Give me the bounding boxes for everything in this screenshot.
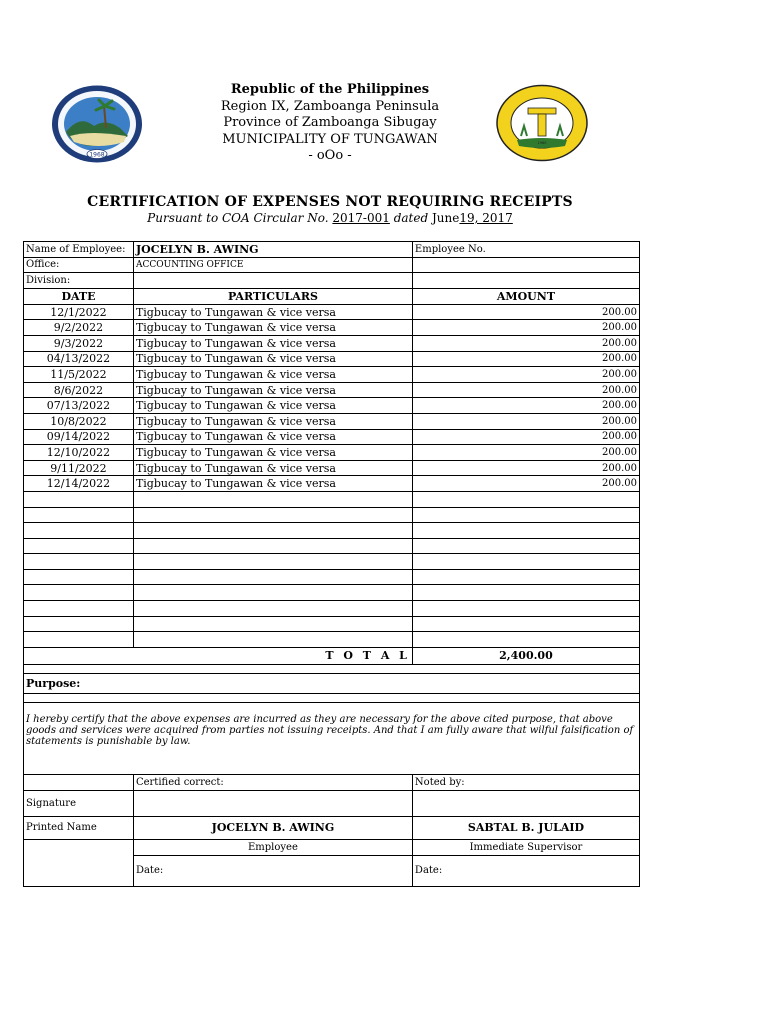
employee-printed-name: JOCELYN B. AWING (133, 816, 412, 839)
employee-no-value (412, 257, 639, 273)
expense-date: 10/8/2022 (24, 413, 134, 429)
blank-expense-row (24, 538, 640, 554)
blank-cell (133, 585, 412, 601)
employee-signature-cell (133, 790, 412, 816)
noted-by-label: Noted by: (412, 774, 639, 790)
expense-date: 9/2/2022 (24, 320, 134, 336)
role-row (24, 839, 640, 855)
certification-text: I hereby certify that the above expenses are incurred as they are necessary for the above cited purpose, that above goods and services were acquired from parties not issuing receipts. And that I am fully aware that wilful falsification of statements is punishable by law. (24, 702, 640, 774)
division-empty-cell (412, 273, 639, 289)
blank-cell (133, 616, 412, 632)
expense-amount: 200.00 (412, 351, 639, 367)
column-header-row (24, 288, 640, 304)
subtitle-prefix: Pursuant to COA Circular No. (147, 211, 329, 225)
expense-row (24, 429, 640, 445)
division-label: Division: (24, 273, 134, 289)
spacer-cell (24, 664, 640, 673)
column-date: DATE (24, 288, 134, 304)
expense-row (24, 398, 640, 414)
expense-particulars: Tigbucay to Tungawan & vice versa (133, 382, 412, 398)
date-empty-cell (24, 855, 134, 886)
expense-amount: 200.00 (412, 429, 639, 445)
header-divider: - oOo - (308, 148, 352, 163)
division-row (24, 273, 640, 289)
expense-row (24, 351, 640, 367)
subtitle-month: June (432, 211, 460, 225)
header-province: Province of Zamboanga Sibugay (223, 115, 437, 130)
expense-particulars: Tigbucay to Tungawan & vice versa (133, 367, 412, 383)
expenses-form (23, 241, 640, 887)
expense-amount: 200.00 (412, 304, 639, 320)
office-label: Office: (24, 257, 134, 273)
expense-row (24, 382, 640, 398)
expense-particulars: Tigbucay to Tungawan & vice versa (133, 335, 412, 351)
blank-cell (24, 585, 134, 601)
blank-cell (133, 569, 412, 585)
employee-name-row (24, 242, 640, 258)
expense-particulars: Tigbucay to Tungawan & vice versa (133, 304, 412, 320)
column-particulars: PARTICULARS (133, 288, 412, 304)
blank-expense-row (24, 616, 640, 632)
seal-year: 1968 (89, 151, 105, 159)
employee-name-label: Name of Employee: (24, 242, 134, 258)
letterhead (0, 82, 660, 165)
blank-cell (412, 538, 639, 554)
signatory-header-row (24, 774, 640, 790)
subtitle-dated: dated (393, 211, 429, 225)
header-municipality: MUNICIPALITY OF TUNGAWAN (222, 131, 438, 147)
blank-cell (24, 616, 134, 632)
printed-name-label: Printed Name (24, 816, 134, 839)
expense-amount: 200.00 (412, 445, 639, 461)
expense-date: 12/1/2022 (24, 304, 134, 320)
blank-cell (412, 601, 639, 617)
blank-cell (412, 554, 639, 570)
circular-number: 2017-001 (332, 211, 390, 225)
certification-row (24, 702, 640, 774)
expense-amount: 200.00 (412, 320, 639, 336)
blank-cell (24, 601, 134, 617)
total-amount: 2,400.00 (412, 647, 639, 664)
svg-text:1960: 1960 (537, 141, 547, 145)
office-row (24, 257, 640, 273)
expense-date: 04/13/2022 (24, 351, 134, 367)
signature-label: Signature (24, 790, 134, 816)
blank-cell (133, 523, 412, 539)
blank-cell (412, 616, 639, 632)
expense-amount: 200.00 (412, 398, 639, 414)
expense-row (24, 413, 640, 429)
expense-date: 07/13/2022 (24, 398, 134, 414)
expense-date: 12/10/2022 (24, 445, 134, 461)
blank-expense-row (24, 632, 640, 648)
signature-row (24, 790, 640, 816)
office-value: ACCOUNTING OFFICE (133, 257, 412, 273)
column-amount: AMOUNT (412, 288, 639, 304)
blank-cell (24, 569, 134, 585)
expense-row (24, 476, 640, 492)
blank-expense-row (24, 507, 640, 523)
blank-expense-row (24, 491, 640, 507)
blank-cell (133, 632, 412, 648)
total-row (24, 647, 640, 664)
expense-row (24, 335, 640, 351)
subtitle-day-year: 19, 2017 (459, 211, 513, 225)
supervisor-printed-name: SABTAL B. JULAID (412, 816, 639, 839)
blank-expense-row (24, 523, 640, 539)
signatory-empty-cell (24, 774, 134, 790)
expense-amount: 200.00 (412, 367, 639, 383)
header-country: Republic of the Philippines (230, 82, 430, 97)
spacer-row (24, 693, 640, 702)
expense-amount: 200.00 (412, 382, 639, 398)
supervisor-role: Immediate Supervisor (412, 839, 639, 855)
expense-amount: 200.00 (412, 460, 639, 476)
expense-amount: 200.00 (412, 413, 639, 429)
blank-cell (24, 554, 134, 570)
role-empty-cell (24, 839, 134, 855)
expense-particulars: Tigbucay to Tungawan & vice versa (133, 460, 412, 476)
blank-expense-row (24, 569, 640, 585)
blank-cell (133, 538, 412, 554)
spacer-row (24, 664, 640, 673)
expense-row (24, 460, 640, 476)
blank-expense-row (24, 585, 640, 601)
blank-expense-row (24, 554, 640, 570)
expense-date: 12/14/2022 (24, 476, 134, 492)
employee-date-label: Date: (133, 855, 412, 886)
employee-role: Employee (133, 839, 412, 855)
total-empty-cell (24, 647, 134, 664)
printed-name-row (24, 816, 640, 839)
blank-cell (133, 491, 412, 507)
blank-cell (412, 569, 639, 585)
spacer-cell (24, 693, 640, 702)
blank-cell (412, 491, 639, 507)
expense-date: 09/14/2022 (24, 429, 134, 445)
expense-row (24, 304, 640, 320)
blank-cell (24, 632, 134, 648)
blank-cell (24, 538, 134, 554)
expense-row (24, 320, 640, 336)
date-row (24, 855, 640, 886)
expense-particulars: Tigbucay to Tungawan & vice versa (133, 398, 412, 414)
purpose-row (24, 673, 640, 693)
blank-cell (412, 585, 639, 601)
expense-particulars: Tigbucay to Tungawan & vice versa (133, 320, 412, 336)
expense-amount: 200.00 (412, 476, 639, 492)
supervisor-signature-cell (412, 790, 639, 816)
certified-correct-label: Certified correct: (133, 774, 412, 790)
expense-date: 9/3/2022 (24, 335, 134, 351)
blank-cell (412, 523, 639, 539)
header-region: Region IX, Zamboanga Peninsula (220, 98, 440, 114)
blank-expense-row (24, 601, 640, 617)
expense-amount: 200.00 (412, 335, 639, 351)
blank-cell (412, 632, 639, 648)
purpose-label: Purpose: (24, 673, 640, 693)
expense-date: 9/11/2022 (24, 460, 134, 476)
expense-date: 8/6/2022 (24, 382, 134, 398)
expense-particulars: Tigbucay to Tungawan & vice versa (133, 429, 412, 445)
document-title: CERTIFICATION OF EXPENSES NOT REQUIRING RECEIPTS (87, 194, 573, 210)
blank-cell (133, 507, 412, 523)
total-label: T O T A L (133, 647, 412, 664)
expense-particulars: Tigbucay to Tungawan & vice versa (133, 445, 412, 461)
blank-cell (133, 601, 412, 617)
expense-row (24, 367, 640, 383)
expense-date: 11/5/2022 (24, 367, 134, 383)
blank-cell (133, 554, 412, 570)
supervisor-date-label: Date: (412, 855, 639, 886)
blank-cell (24, 523, 134, 539)
blank-cell (24, 491, 134, 507)
expense-particulars: Tigbucay to Tungawan & vice versa (133, 351, 412, 367)
blank-cell (24, 507, 134, 523)
blank-cell (412, 507, 639, 523)
division-value (133, 273, 412, 289)
employee-no-label: Employee No. (412, 242, 639, 258)
expense-particulars: Tigbucay to Tungawan & vice versa (133, 413, 412, 429)
document-subtitle (0, 211, 660, 225)
expense-particulars: Tigbucay to Tungawan & vice versa (133, 476, 412, 492)
employee-name-value: JOCELYN B. AWING (133, 242, 412, 258)
expense-row (24, 445, 640, 461)
